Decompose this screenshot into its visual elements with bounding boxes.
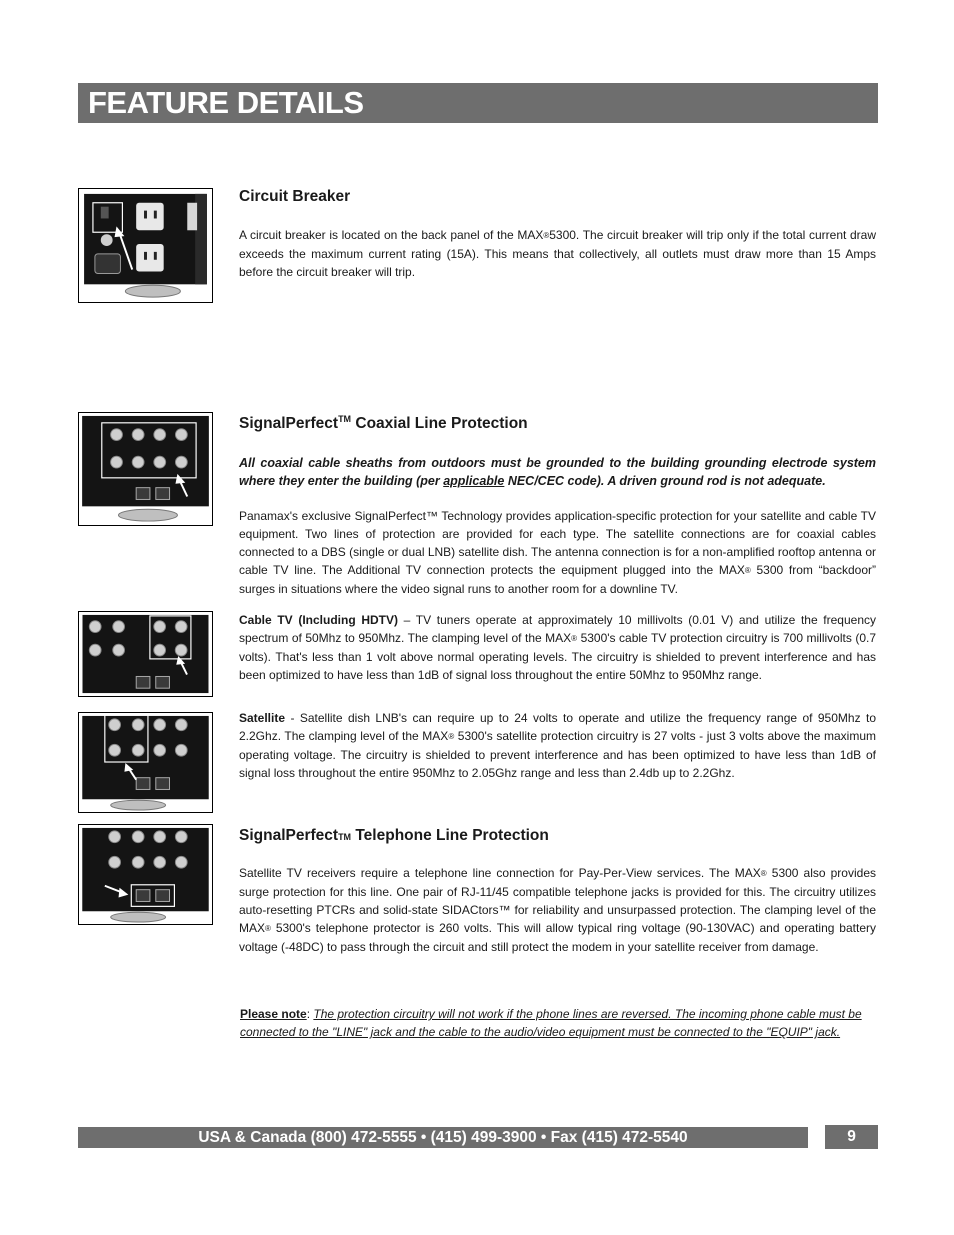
- footer-bar: [78, 1127, 808, 1148]
- cable-tv-body-a: – TV tuners operate at approximately 10 millivolts (0.01 V) and utilize the frequency spectrum of 50Mhz to 950Mhz. The clamping level of the MAX: [239, 613, 876, 645]
- cable-tv-body: [239, 611, 876, 684]
- circuit-breaker-photo: [78, 188, 213, 303]
- telephone-body-c: 5300's telephone protector is 260 volts. This will allow typical ring voltage (90-130VAC) and operating battery voltage (-48DC) to pass through the circuit and still protect the modem in your satellite receiver from damage.: [239, 921, 876, 954]
- coax-warning: [239, 454, 876, 490]
- registered-mark: ®: [760, 869, 767, 878]
- cable-tv-section: [239, 611, 876, 684]
- registered-mark: ®: [265, 924, 271, 933]
- cable-tv-illustration: [79, 612, 212, 696]
- coax-body-b: 5300 from “backdoor” surges in situations where the video signal runs to another room for a downline TV.: [239, 563, 876, 597]
- please-note-section: [240, 1005, 877, 1041]
- telephone-body-a: Satellite TV receivers require a telephone line connection for Pay-Per-View services. The MAX: [239, 866, 761, 880]
- trademark-mark: TM: [338, 832, 352, 842]
- footer-contact: USA & Canada (800) 472-5555 • (415) 499-3900 • Fax (415) 472-5540: [198, 1129, 688, 1146]
- please-note-label: Please note: [240, 1007, 307, 1021]
- coax-heading: [239, 409, 876, 434]
- telephone-section: [239, 826, 876, 956]
- title-bar: [78, 83, 878, 123]
- registered-mark: ®: [448, 732, 455, 741]
- please-note-text: The protection circuitry will not work if the phone lines are reversed. The incoming phone cable must be connected to the "LINE" jack and the cable to the audio/video equipment must be connected to the "EQUIP" jack.: [240, 1007, 862, 1039]
- satellite-illustration: [79, 713, 212, 812]
- coax-body-a: Panamax's exclusive SignalPerfect™ Technology provides application-specific protection for your satellite and cable TV equipment. Two lines of protection are provided for each type. The satellite connections are for coaxial cables connected to a DBS (single or dual LNB) satellite dish. The antenna connection is for a non-amplified rooftop antenna or cable TV line. The Additional TV connection protects the equipment plugged into the MAX: [239, 509, 876, 578]
- telephone-heading-a: SignalPerfect: [239, 827, 339, 844]
- cable-tv-photo: [78, 611, 213, 697]
- telephone-heading-b: Telephone Line Protection: [351, 827, 549, 844]
- circuit-breaker-illustration: [79, 189, 212, 302]
- page-title: FEATURE DETAILS: [88, 85, 364, 120]
- please-note-colon: :: [306, 1007, 314, 1021]
- coax-warning-b: NEC/CEC code). A driven ground rod is not adequate.: [504, 474, 826, 489]
- coax-heading-b: Coaxial Line Protection: [351, 415, 528, 433]
- satellite-photo: [78, 712, 213, 813]
- coax-body: [239, 507, 876, 598]
- circuit-breaker-body-a: A circuit breaker is located on the back panel of the MAX: [239, 228, 544, 242]
- page-number-box: [825, 1125, 878, 1149]
- telephone-photo: [78, 824, 213, 925]
- cable-tv-body-b: 5300's cable TV protection circuitry is 700 millivolts (0.7 volts). That's less than 1 volt above normal operating levels. The circuitry is shielded to prevent interference and has been optimized to have less than 1dB of signal loss throughout the entire 50Mhz to 950Mhz range.: [239, 631, 877, 682]
- registered-mark: ®: [571, 634, 578, 643]
- circuit-breaker-body-b: 5300. The circuit breaker will trip only if the total current draw exceeds the maximum current rating (15A). This means that collectively, all outlets must draw more than 15 Amps before the circuit breaker will trip.: [239, 228, 876, 279]
- trademark-mark: TM: [338, 414, 352, 424]
- coax-warning-a: All coaxial cable sheaths from outdoors must be grounded to the building grounding electrode system where they enter the building (per: [239, 456, 876, 489]
- telephone-body: [239, 864, 876, 956]
- satellite-body-a: - Satellite dish LNB's can require up to 24 volts to operate and utilize the frequency range of 950Mhz to 2.2Ghz. The clamping level of the MAX: [239, 711, 876, 743]
- telephone-body-b: 5300 also provides surge protection for this line. One pair of RJ-11/45 compatible telephone jacks is provided for this. The circuitry utilizes auto-resetting PTCRs and solid-state SIDACtors™ for reliability and unsurpassed protection. The clamping level of the MAX: [239, 866, 876, 935]
- page-number: 9: [847, 1128, 856, 1145]
- circuit-breaker-section: [239, 187, 876, 281]
- applicable-text: applicable: [443, 474, 505, 489]
- coax-panel-illustration: [79, 413, 212, 525]
- circuit-breaker-heading: Circuit Breaker: [239, 188, 351, 205]
- satellite-section: [239, 709, 876, 782]
- coax-section: [239, 409, 876, 598]
- satellite-body-b: 5300's satellite protection circuitry is 27 volts - just 3 volts above the maximum operating voltage. The circuitry is shielded to prevent interference and has been optimized to have less than 1dB of signal loss throughout the entire 950Mhz to 2.05Ghz range and less than 2.4db up to 2.2Ghz.: [239, 729, 876, 780]
- satellite-lead: Satellite: [239, 711, 286, 725]
- telephone-illustration: [79, 825, 212, 924]
- cable-tv-lead: Cable TV (Including HDTV): [239, 613, 398, 627]
- please-note: [240, 1005, 877, 1041]
- satellite-body: [239, 709, 876, 782]
- coax-panel-photo: [78, 412, 213, 526]
- circuit-breaker-body: [239, 226, 876, 281]
- registered-mark: ®: [543, 231, 550, 240]
- telephone-heading: [239, 826, 876, 847]
- coax-heading-a: SignalPerfect: [239, 415, 339, 433]
- registered-mark: ®: [744, 566, 751, 576]
